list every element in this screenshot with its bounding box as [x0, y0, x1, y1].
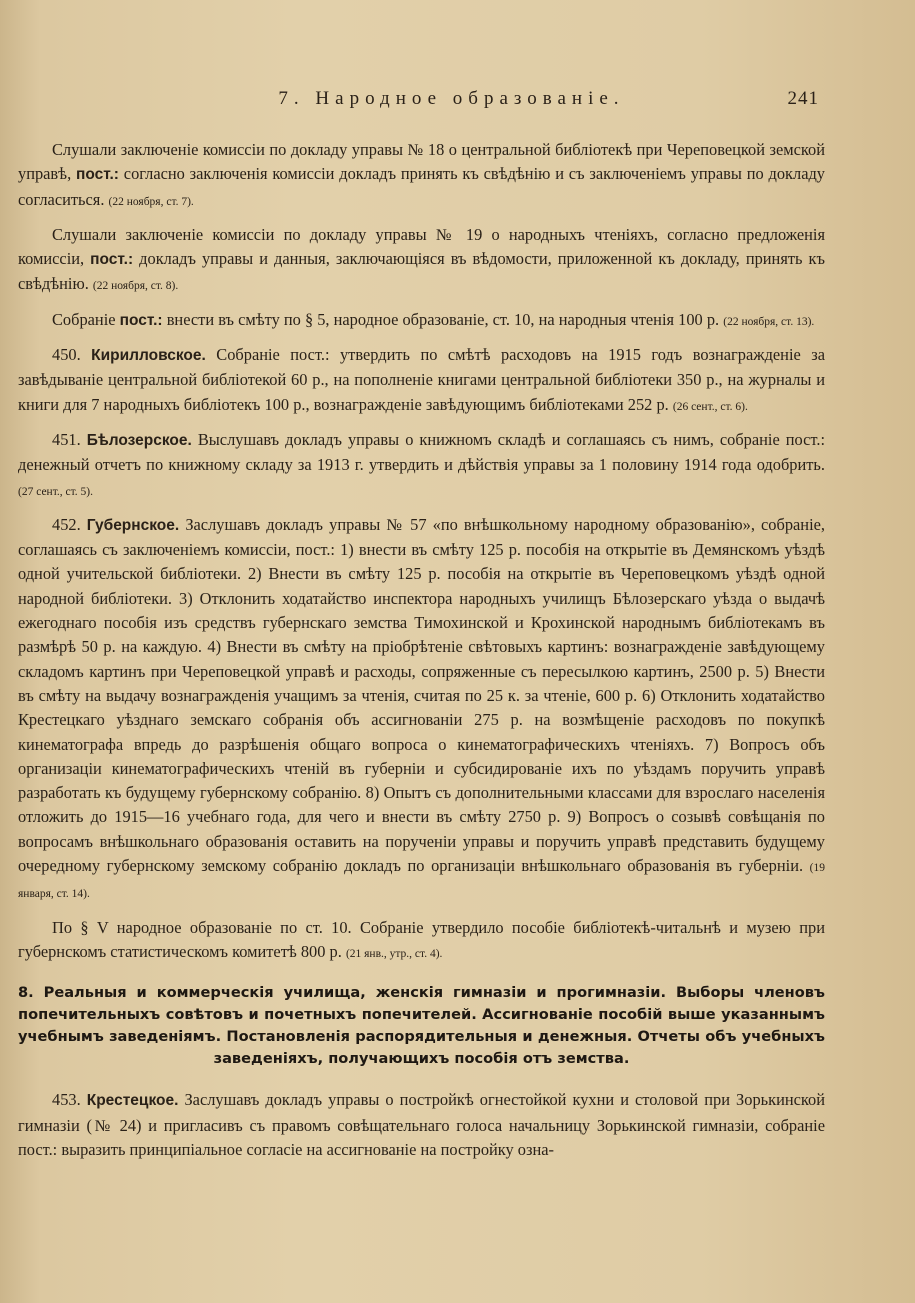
reference: (27 сент., ст. 5). [18, 485, 93, 498]
reference: (21 янв., утр., ст. 4). [345, 947, 443, 960]
section-heading-line: 8. Реальныя и коммерческія училища, женскія гимназіи и прогимназіи. Выборы членовъ [18, 984, 825, 1002]
reference: (22 ноября, ст. 7). [108, 195, 194, 208]
paragraph: 453. Крестецкое. Заслушавъ докладъ управы о постройкѣ огнестойкой кухни и столовой при Зорькинской гимназіи (№ 24) и пригласивъ съ правомъ совѣщательнаго голоса начальницу Зорькинской гимназіи, собраніе пост.: выразить принципіальное согласіе на ассигнованіе на постройку озна- [18, 1090, 826, 1159]
section-heading-line: учебнымъ заведеніямъ. Постановленія распорядительныя и денежныя. Отчеты объ учебныхъ [18, 1028, 825, 1046]
page-number: 241 [787, 88, 819, 109]
section-heading-line: заведеніяхъ, получающихъ пособія отъ земства. [213, 1050, 630, 1068]
running-header [78, 88, 825, 110]
paragraph: Собраніе пост.: внести въ смѣту по § 5, народное образованіе, ст. 10, на народныя чтенія 100 р. (22 ноября, ст. 13). [52, 309, 815, 329]
reference: (22 ноября, ст. 8). [92, 280, 179, 293]
paragraph: Слушали заключеніе комиссіи по докладу управы № 19 о народныхъ чтеніяхъ, согласно предложенія комиссіи, пост.: докладъ управы и данныя, заключающіяся въ вѣдомости, приложенной къ докладу, принять къ свѣдѣнію. (22 ноября, ст. 8). [18, 224, 825, 294]
section-heading-line: попечительныхъ совѣтовъ и почетныхъ попечителей. Ассигнованіе пособій выше указаннымъ [18, 1006, 825, 1024]
paragraph: 452. Губернское. Заслушавъ докладъ управы № 57 «по внѣшкольному народному образованію», собраніе, соглашаясь съ заключеніемъ комиссіи, пост.: 1) внести въ смѣту 125 р. пособія на открытіе въ Демянскомъ уѣздѣ одной учительской библіотеки. 2) Внести въ смѣту 125 р. пособія на открытіе въ Череповецкомъ уѣздѣ одной народной библіотеки. 3) Отклонить ходатайство инспектора народныхъ училищъ Бѣлозерскаго уѣзда о выдачѣ ежегоднаго пособія изъ средствъ губернскаго земства Тимохинской и Крохинской народнымъ библіотекамъ въ размѣрѣ 50 р. на каждую. 4) Внести въ смѣту на пріобрѣтеніе свѣтовыхъ картинъ: вознагражденіе завѣдующему складомъ картинъ при Череповецкой управѣ и расходы, сопряженные съ пересылкою картинъ, 2500 р. 5) Внести въ смѣту на выдачу вознагражденія учащимъ за чтенія, считая по 25 к. за чтеніе, 600 р. 6) Отклонить ходатайство Крестецкаго уѣзднаго земскаго собранія объ ассигнованіи 275 р. на возмѣщеніе расходовъ по покупкѣ кинематографа впредь до разрѣшенія общаго вопроса о кинематографическихъ чтеніяхъ. 7) Вопросъ объ организаціи кинематографическихъ чтеній въ губерніи и субсидированіе ихъ по уѣздамъ поручить управѣ разработать къ будущему губернскому собранію. 8) Опытъ съ дополнительными классами для взрослаго населенія отложить до 1915—16 учебнаго года, для чего и внести въ смѣту 2750 р. 9) Вопросъ о созывѣ совѣщанія по вопросамъ внѣшкольнаго образованія оставить на порученіи управы и поручить управѣ представить будущему очередному губернскому земскому собранію докладъ по организаціи внѣшкольнаго образованія въ губерніи. (19 января, ст. 14). [18, 514, 825, 901]
chapter-title: 7. Народное образованіе. [278, 88, 625, 109]
section-heading [18, 982, 825, 1070]
reference: (19 января, ст. 14). [18, 862, 825, 901]
reference: (22 ноября, ст. 13). [723, 315, 815, 328]
paragraph: Слушали заключеніе комиссіи по докладу управы № 18 о центральной библіотекѣ при Череповецкой земской управѣ, пост.: согласно заключенія комиссіи докладъ принять къ свѣдѣнію и съ заключеніемъ управы по докладу согласиться. (22 ноября, ст. 7). [18, 140, 825, 209]
paragraph: 450. Кирилловское. Собраніе пост.: утвердить по смѣтѣ расходовъ на 1915 годъ вознагражденіе за завѣдываніе центральной библіотекой 60 р., на пополненіе книгами центральной библіотеки 350 р., на журналы и книги для 7 народныхъ библіотекъ 100 р., вознагражденіе завѣдующимъ библіотеками 252 р. (26 сент., ст. 6). [18, 345, 826, 414]
paragraph: 451. Бѣлозерское. Выслушавъ докладъ управы о книжномъ складѣ и соглашаясь съ нимъ, собраніе пост.: денежный отчетъ по книжному складу за 1913 г. утвердить и дѣйствія управы за 1 половину 1914 года одобрить. (27 сент., ст. 5). [18, 429, 825, 498]
reference: (26 сент., ст. 6). [672, 400, 748, 413]
page-body [18, 138, 825, 1162]
paragraph: По § V народное образованіе по ст. 10. Собраніе утвердило пособіе библіотекѣ-читальнѣ и музею при губернскомъ статистическомъ комитетѣ 800 р. (21 янв., утр., ст. 4). [18, 917, 825, 961]
